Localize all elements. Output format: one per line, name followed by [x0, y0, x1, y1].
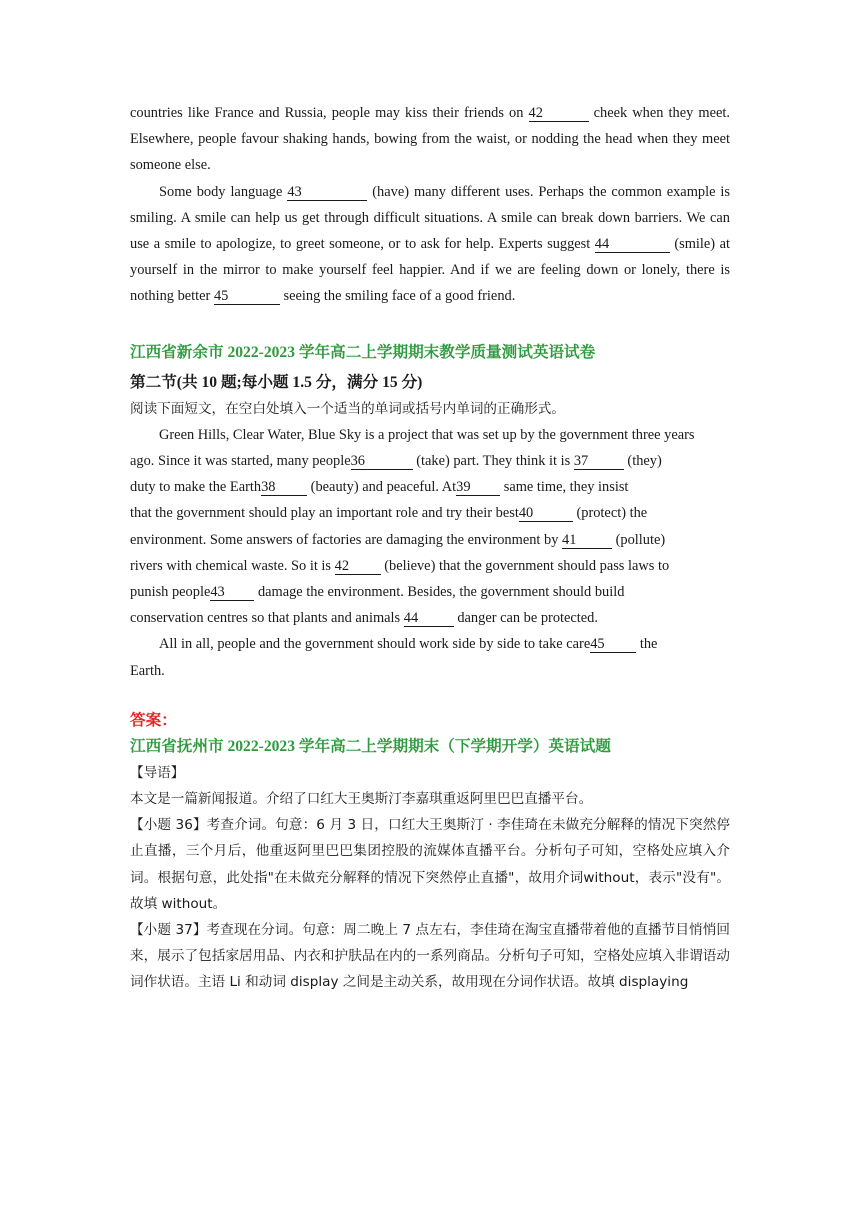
text: (beauty) and peaceful. At: [307, 479, 457, 496]
blank-38: 38: [261, 480, 307, 496]
text: punish people: [130, 584, 211, 601]
blank-42: 42: [335, 559, 381, 575]
cloze-line: [130, 605, 730, 631]
text: duty to make the Earth: [130, 479, 262, 496]
blank-44: 44: [404, 611, 454, 627]
text: (pollute): [612, 531, 666, 548]
intro-text: 本文是一篇新闻报道。介绍了口红大王奥斯汀李嘉琪重返阿里巴巴直播平台。: [130, 791, 593, 808]
text: conservation centres so that plants and animals: [130, 610, 404, 627]
cloze-line: [130, 631, 730, 657]
blank-40: 40: [519, 506, 573, 522]
blank-43: 43: [210, 585, 254, 601]
cloze-line: [130, 658, 730, 684]
passage1-paragraph2: [130, 179, 730, 310]
text: environment. Some answers of factories are damaging the environment by: [130, 531, 562, 548]
intro-label: 【导语】: [130, 764, 185, 781]
blank-43: 43: [287, 185, 367, 201]
blank-41: 41: [562, 533, 612, 549]
text: (protect) the: [572, 505, 648, 522]
passage1-paragraph1: [130, 100, 730, 179]
blank-37: 37: [574, 454, 624, 470]
section-subtitle: 第二节(共 10 题;每小题 1.5 分，满分 15 分): [130, 373, 423, 391]
text: that the government should play an important role and try their best: [130, 505, 519, 522]
text: Green Hills, Clear Water, Blue Sky is a project that was set up by the government three years: [159, 426, 695, 443]
text: seeing the smiling face of a good friend.: [279, 288, 516, 305]
text: (believe) that the government should pass laws to: [380, 557, 670, 574]
text: damage the environment. Besides, the government should build: [254, 584, 625, 601]
cloze-line: [130, 500, 730, 526]
cloze-line: [130, 422, 730, 448]
cloze-line: [130, 448, 730, 474]
cloze-line: [130, 579, 730, 605]
section-title: 江西省新余市 2022-2023 学年高二上学期期末教学质量测试英语试卷: [130, 343, 596, 361]
blank-45: 45: [214, 289, 280, 305]
blank-42: 42: [529, 106, 589, 122]
text: Some body language: [159, 183, 288, 200]
text: (they): [623, 453, 662, 470]
answers-title: 江西省抚州市 2022-2023 学年高二上学期期末（下学期开学）英语试题: [130, 737, 611, 755]
cloze-line: [130, 474, 730, 500]
cloze-line: [130, 527, 730, 553]
cloze-line: [130, 553, 730, 579]
text: (smile) at yourself in the mirror to make yourself feel happier. And if we are feeling down or lonely, there is nothing better: [130, 236, 731, 305]
document-page: [130, 100, 730, 996]
section-instruction: 阅读下面短文，在空白处填入一个适当的单词或括号内单词的正确形式。: [130, 400, 565, 417]
cloze-passage: [130, 422, 730, 684]
text: All in all, people and the government should work side by side to take care: [159, 636, 591, 653]
text: ago. Since it was started, many people: [130, 453, 351, 470]
text: countries like France and Russia, people may kiss their friends on: [130, 105, 529, 121]
text: same time, they insist: [500, 479, 629, 496]
blank-44: 44: [595, 237, 670, 253]
text: cheek when they meet. Elsewhere, people favour shaking hands, bowing from the waist, or nodding the head when they meet someone else.: [130, 105, 730, 174]
text: the: [636, 636, 658, 653]
blank-45: 45: [590, 637, 636, 653]
text: danger can be protected.: [453, 610, 598, 627]
answer-37: 【小题 37】考查现在分词。句意：周二晚上 7 点左右，李佳琦在淘宝直播带着他的直播节目悄悄回来，展示了包括家居用品、内衣和护肤品在内的一系列商品。分析句子可知，空格处应填入非谓语动词作状语。主语 Li 和动词 display 之间是主动关系，故用现在分词作状语。故填 displaying: [130, 922, 730, 991]
text: rivers with chemical waste. So it is: [130, 557, 335, 574]
text: Earth.: [130, 662, 165, 679]
answers-label: 答案：: [130, 711, 177, 729]
text: (have) many different uses. Perhaps the common example is smiling. A smile can help us get through difficult situations. A smile can break down barriers. We can use a smile to apologize, to greet someone, or to ask for help. Experts suggest: [130, 183, 731, 253]
blank-36: 36: [351, 454, 413, 470]
answer-36: 【小题 36】考查介词。句意：6 月 3 日，口红大王奥斯汀 · 李佳琦在未做充分解释的情况下突然停止直播，三个月后，他重返阿里巴巴集团控股的流媒体直播平台。分析句子可知，空格处应填入介词。根据句意，此处指"在未做充分解释的情况下突然停止直播"，故用介词without，表示"没有"。故填 without。: [130, 817, 730, 912]
blank-39: 39: [456, 480, 500, 496]
text: (take) part. They think it is: [412, 453, 574, 470]
